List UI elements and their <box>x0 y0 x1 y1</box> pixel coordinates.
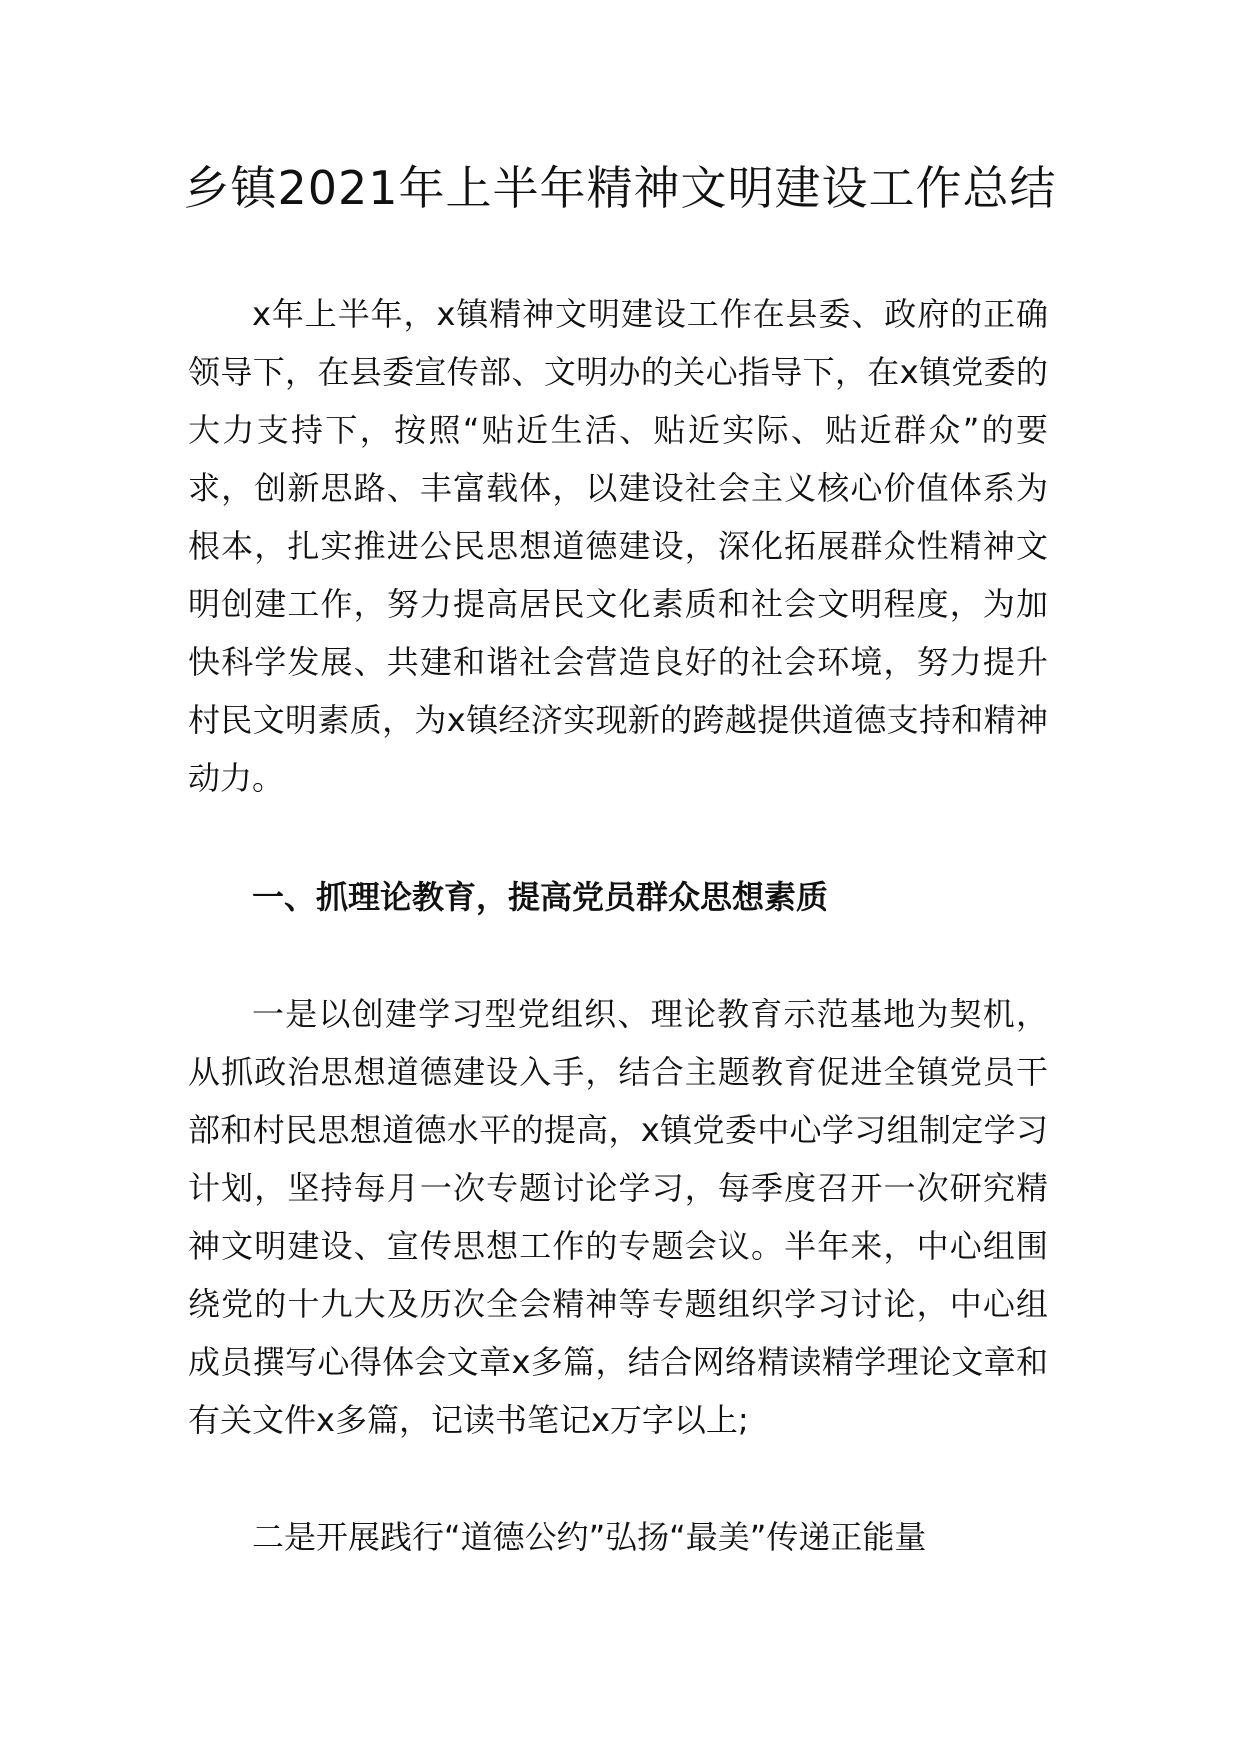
section-1-body <box>188 985 1048 1449</box>
body-paragraph: 二是开展践行“道德公约”弘扬“最美”传递正能量 <box>252 1518 927 1556</box>
section-1-heading-block <box>188 868 1048 926</box>
document-title: 乡镇2021年上半年精神文明建设工作总结 <box>183 161 1057 215</box>
intro-section <box>188 285 1048 807</box>
body-paragraph: 一是以创建学习型党组织、理论教育示范基地为契机，从抓政治思想道德建设入手，结合主题教育促进全镇党员干部和村民思想道德水平的提高，x镇党委中心学习组制定学习计划，坚持每月一次专题讨论学习，每季度召开一次研究精神文明建设、宣传思想工作的专题会议。半年来，中心组围绕党的十九大及历次全会精神等专题组织学习讨论，中心组成员撰写心得体会文章x多篇，结合网络精读精学理论文章和有关文件x多篇，记读书笔记x万字以上; <box>188 995 1048 1439</box>
section-heading: 一、抓理论教育，提高党员群众思想素质 <box>252 878 829 916</box>
section-1-body-continued <box>188 1508 1048 1566</box>
intro-paragraph: x年上半年，x镇精神文明建设工作在县委、政府的正确领导下，在县委宣传部、文明办的关心指导下，在x镇党委的大力支持下，按照“贴近生活、贴近实际、贴近群众”的要求，创新思路、丰富载体，以建设社会主义核心价值体系为根本，扎实推进公民思想道德建设，深化拓展群众性精神文明创建工作，努力提高居民文化素质和社会文明程度，为加快科学发展、共建和谐社会营造良好的社会环境，努力提升村民文明素质，为x镇经济实现新的跨越提供道德支持和精神动力。 <box>188 295 1048 797</box>
